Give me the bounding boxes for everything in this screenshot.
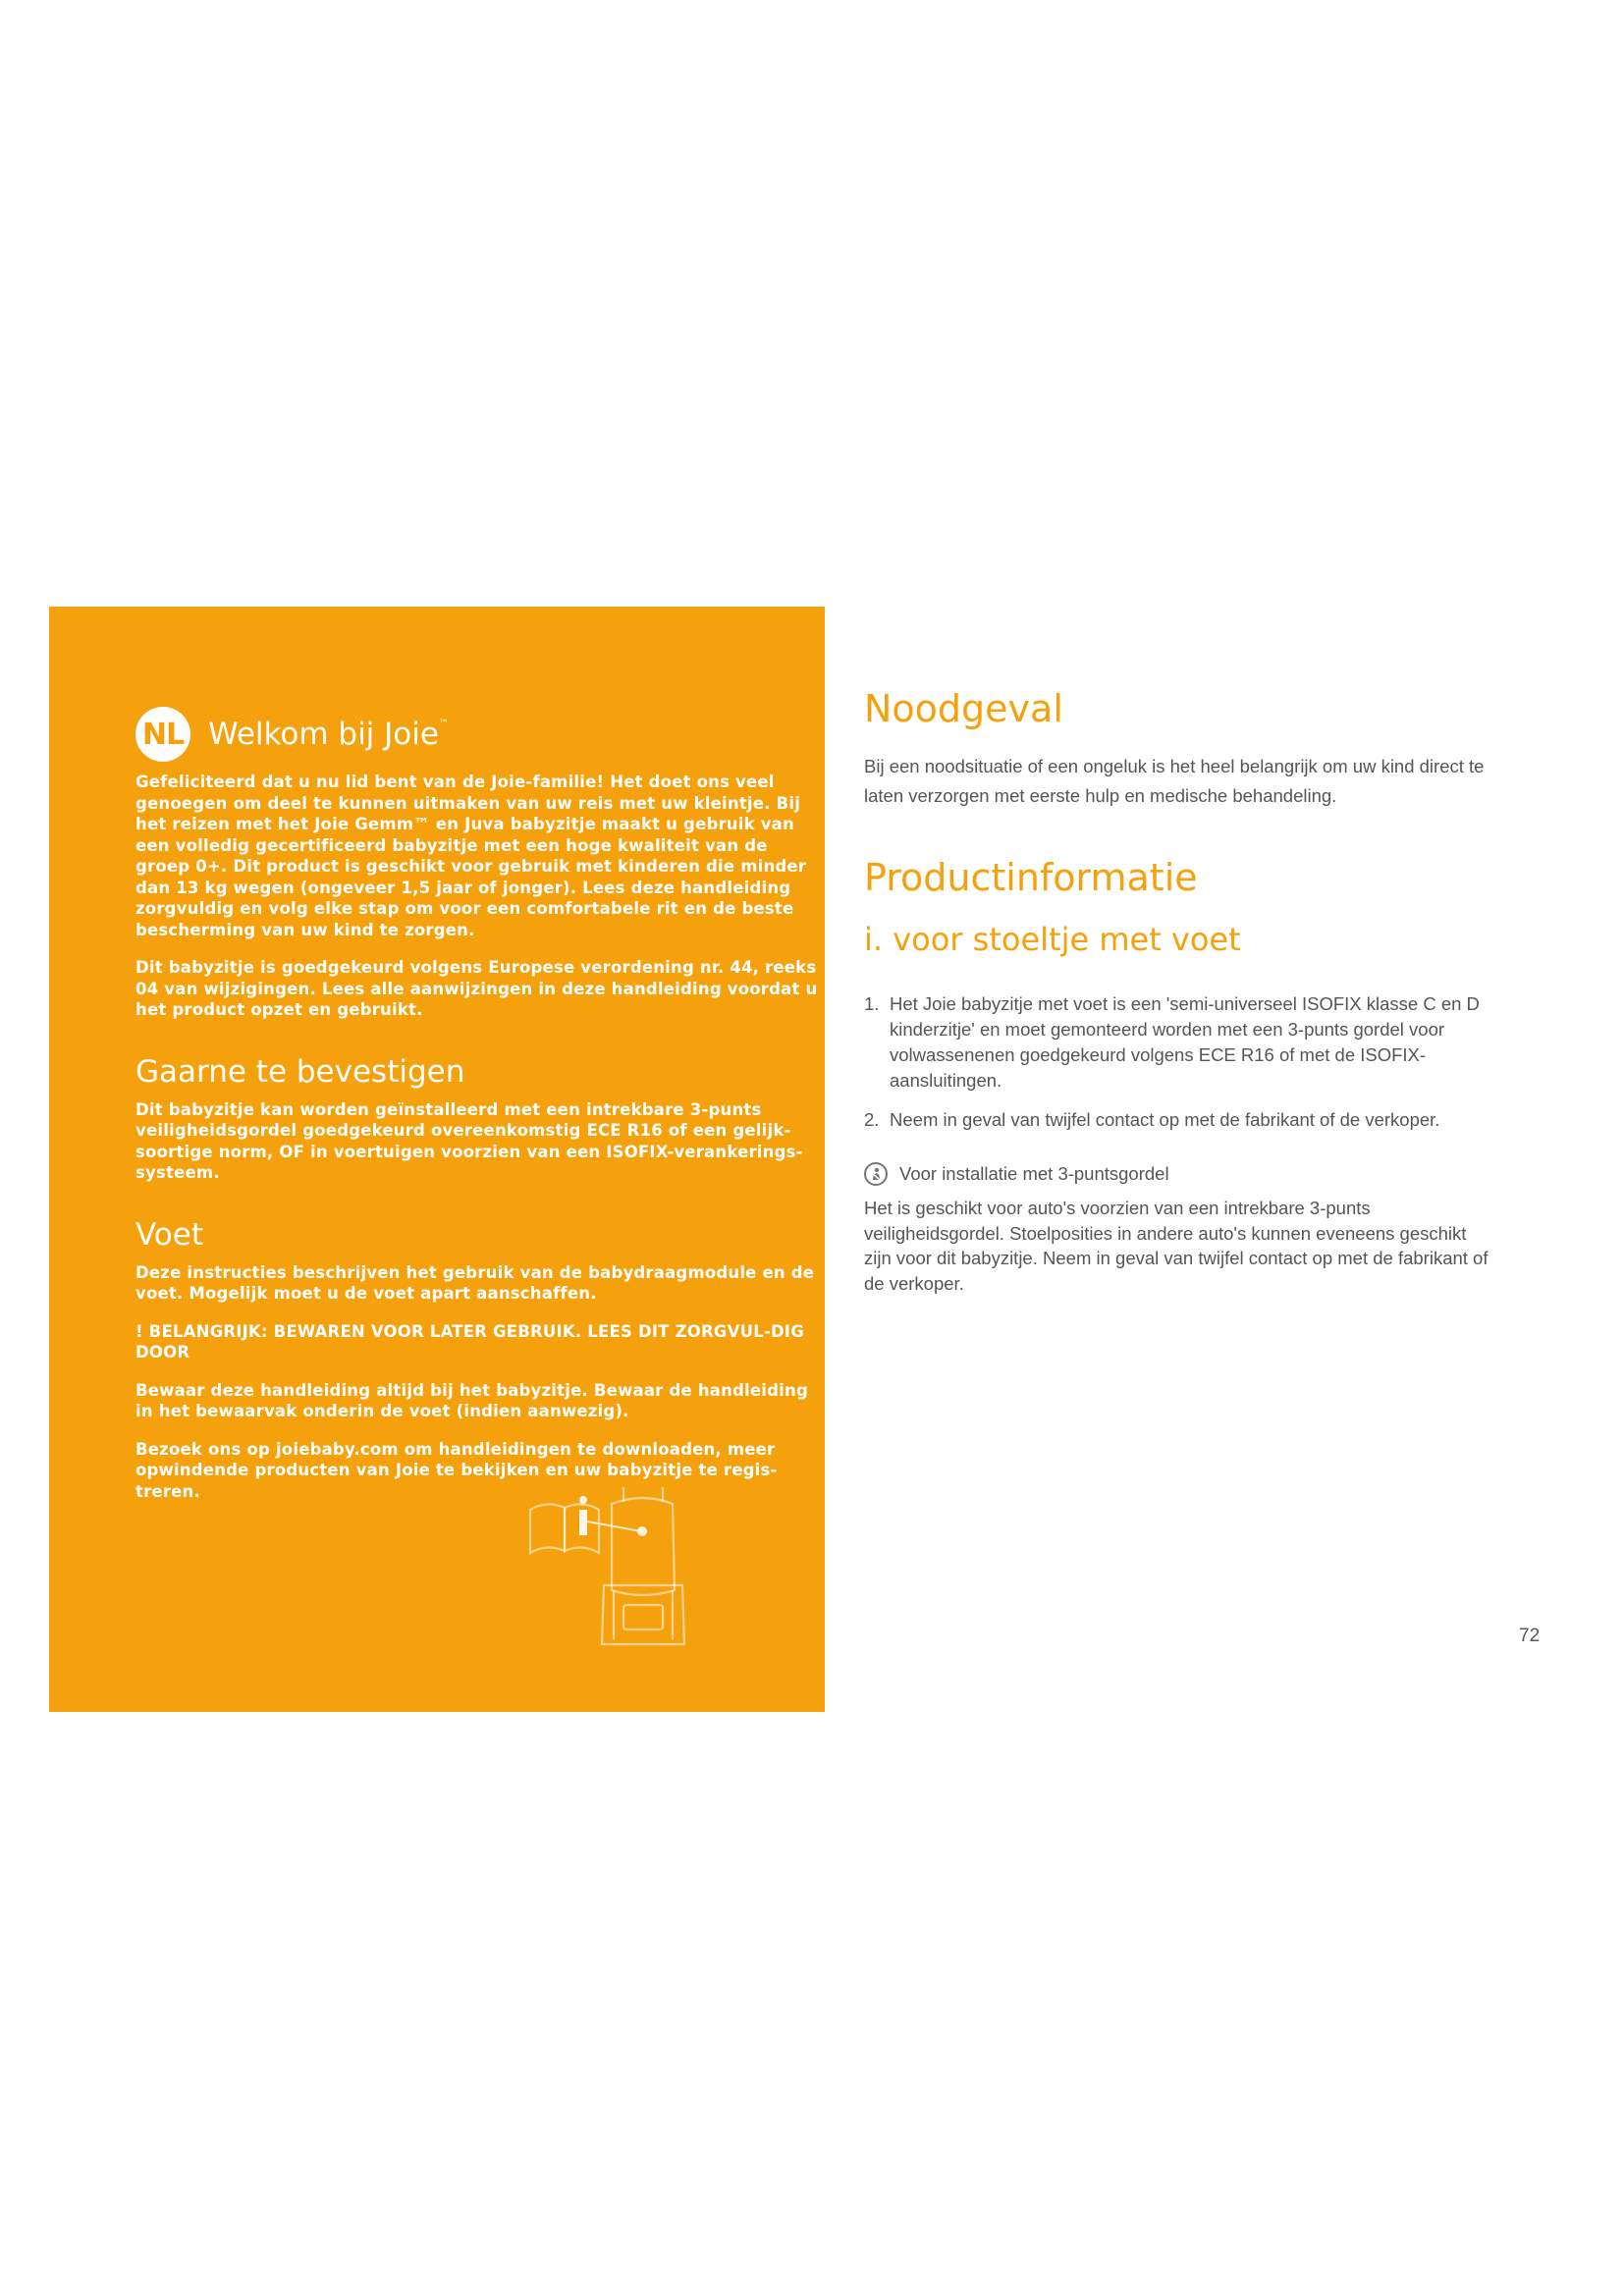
list-item-text: Het Joie babyzitje met voet is een 'semi-universeel ISOFIX klasse C en D kinderzitje' en moet gemonteerd worden met een 3-punts gordel voor volwassenenen goedgekeurd volgens ECE R16 of met de ISOFIX-aansluitingen.: [890, 993, 1480, 1091]
product-info-list: [864, 991, 1492, 1133]
welcome-panel: [49, 607, 825, 1712]
product-info-subheading: i. voor stoeltje met voet: [864, 921, 1241, 958]
welcome-title-text: Welkom bij Joie: [208, 717, 439, 752]
emergency-paragraph: Bij een noodsituatie of een ongeluk is het heel belangrijk om uw kind direct te laten verzorgen met eerste hulp en medische behandeling.: [864, 756, 1485, 806]
welcome-title: [208, 717, 449, 752]
language-badge: NL: [135, 707, 190, 762]
install-paragraph: Het is geschikt voor auto's voorzien van een intrekbare 3-punts veiligheidsgordel. Stoelposities in andere auto's kunnen eveneens geschikt zijn voor dit babyzitje. Neem in geval van twijfel contact op met de fabrikant of de verkoper.: [864, 1198, 1489, 1294]
page-number: 72: [1519, 1626, 1541, 1646]
voet-paragraph: Deze instructies beschrijven het gebruik van de babydraagmodule en de voet. Mogelijk moet u de voet apart aanschaffen.: [135, 1262, 815, 1303]
seatbelt-glyph: [868, 1166, 884, 1182]
install-label: Voor installatie met 3-puntsgordel: [899, 1163, 1169, 1184]
trademark-sign: ™: [438, 719, 449, 729]
list-item-number: 2.: [864, 1109, 880, 1130]
product-info-column: [864, 687, 1492, 1296]
storage-paragraph: Bewaar deze handleiding altijd bij het babyzitje. Bewaar de handleiding in het bewaarvak onderin de voet (indien aanwezig).: [135, 1380, 808, 1420]
manual-storage-illustration: [525, 1482, 702, 1649]
confirm-heading: Gaarne te bevestigen: [135, 1053, 465, 1090]
confirm-paragraph: Dit babyzitje kan worden geïnstalleerd met een intrekbare 3-punts veiligheidsgordel goedgekeurd overeenkomstig ECE R16 of een gelijk-soortige norm, OF in voertuigen voorzien van een ISOFIX-verankerings-systeem.: [135, 1099, 803, 1182]
product-info-heading: Productinformatie: [864, 856, 1198, 899]
list-item-text: Neem in geval van twijfel contact op met de fabrikant of de verkoper.: [890, 1109, 1440, 1130]
book-icon: [530, 1504, 599, 1553]
list-item: [864, 1107, 1492, 1133]
visit-paragraph: Bezoek ons op joiebaby.com om handleidingen te downloaden, meer opwindende producten van Joie te bekijken en uw babyzitje te regis-treren.: [135, 1439, 778, 1501]
info-icon: [579, 1496, 587, 1535]
install-row: [864, 1162, 1492, 1186]
welcome-column: [135, 703, 823, 1519]
seat-base-icon: [602, 1487, 684, 1644]
voet-heading: Voet: [135, 1216, 203, 1253]
approval-paragraph: Dit babyzitje is goedgekeurd volgens Europese verordening nr. 44, reeks 04 van wijzigingen. Lees alle aanwijzingen in deze handleiding voordat u het product opzet en gebruikt.: [135, 958, 818, 1019]
emergency-heading: Noodgeval: [864, 687, 1063, 730]
important-notice: ! BELANGRIJK: BEWAREN VOOR LATER GEBRUIK. LEES DIT ZORGVUL-DIG DOOR: [135, 1321, 804, 1362]
storage-indicator-icon: [587, 1522, 647, 1536]
seatbelt-icon: [864, 1162, 888, 1186]
intro-paragraph: Gefeliciteerd dat u nu lid bent van de Joie-familie! Het doet ons veel genoegen om deel te kunnen uitmaken van uw reis met uw kleintje. Bij het reizen met het Joie Gemm™ en Juva babyzitje maakt u gebruik van een volledig gecertificeerd babyzitje met een hoge kwaliteit van de groep 0+. Dit product is geschikt voor gebruik met kinderen die minder dan 13 kg wegen (ongeveer 1,5 jaar of jonger). Lees deze handleiding zorgvuldig en volg elke stap om voor een comfortabele rit en de beste bescherming van uw kind te zorgen.: [135, 773, 807, 939]
list-item: [864, 991, 1492, 1094]
welcome-header: [135, 703, 823, 766]
list-item-number: 1.: [864, 993, 880, 1014]
